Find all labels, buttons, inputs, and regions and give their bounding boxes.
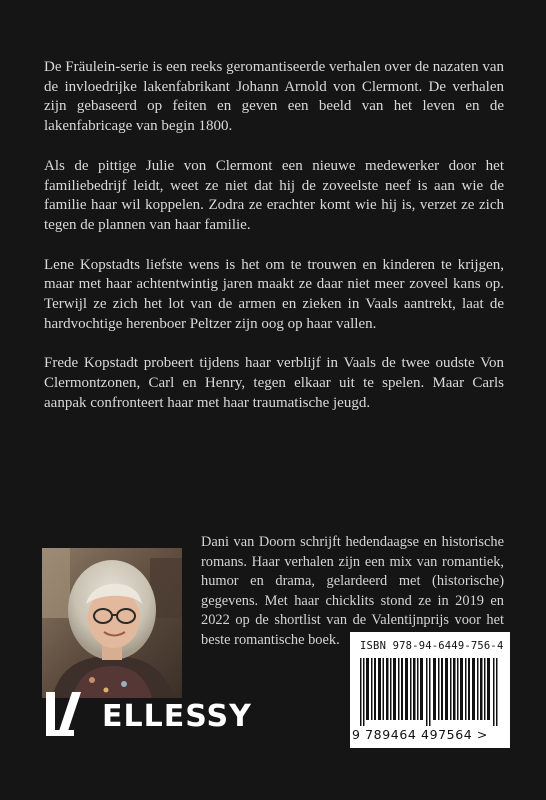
blurb-paragraph-julie: Als de pittige Julie von Clermont een nieuwe medewerker door het familiebedrijf leidt, weet ze niet dat hij de zoveelste neef is aan wie de familie haar wil koppelen. Zodra ze erachter komt wie hij is, verzet ze zich tegen de plannen van haar familie. [44,157,504,233]
blurb-paragraph-lene: Lene Kopstadts liefste wens is het om te trouwen en kinderen te krijgen, maar met haar achtentwintig jaren maakt ze daar niet meer zoveel kans op. Terwijl ze zich het lot van de armen en zieken in Vaals aantrekt, laat de hardvochtige herenboer Peltzer zijn oog op haar vallen. [44,256,504,332]
author-portrait-image [42,548,182,698]
blurb-paragraph-series: De Fräulein-serie is een reeks geromantiseerde verhalen over de nazaten van de invloedrijke lakenfabrikant Johann Arnold von Clermont. De verhalen zijn gebaseerd op feiten en geven een beeld van het leven en de lakenfabricage van begin 1800. [44,59,504,135]
blurb [44,58,504,434]
author-photo [42,548,182,698]
barcode-bars [360,658,502,726]
publisher-name: ELLESSY [102,699,252,734]
publisher-logo [44,688,274,740]
publisher-logo-icon [44,688,104,740]
barcode-box [350,632,510,748]
barcode-digits: 9 789464 497564 > [352,727,488,742]
blurb-paragraph-frede: Frede Kopstadt probeert tijdens haar verblijf in Vaals de twee oudste Von Clermontzonen, Carl en Henry, tegen elkaar uit te spelen. Maar Carls aanpak confronteert haar met haar traumatische jeugd. [44,355,504,411]
author-bio: Dani van Doorn schrijft hedendaagse en historische romans. Haar verhalen zijn een mix van romantiek, humor en drama, gelardeerd met (historische) gegevens. Met haar chicklits stond ze in 2019 en 2022 op de shortlist van de Valentijnprijs voor het beste romantische boek. [201,534,504,648]
isbn-label: ISBN 978-94-6449-756-4 [360,640,504,652]
